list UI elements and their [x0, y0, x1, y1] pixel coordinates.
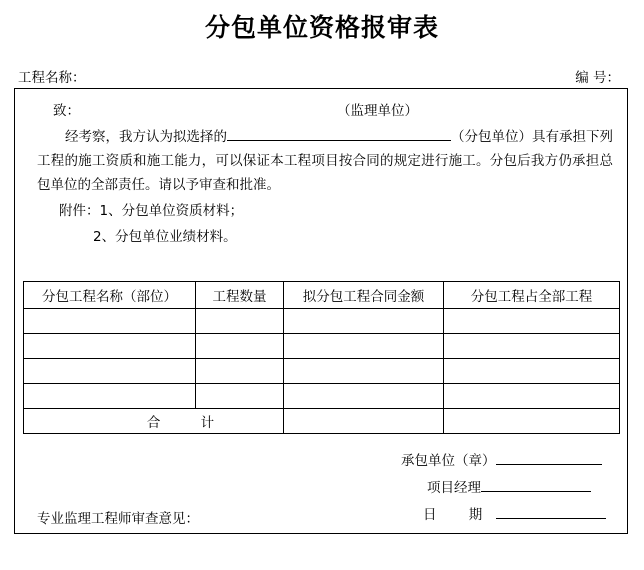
subcontract-table [23, 281, 620, 434]
contractor-seal-blank[interactable] [496, 450, 602, 465]
contractor-seal-text: 承包单位（章） [401, 453, 496, 469]
table-cell[interactable] [284, 359, 444, 384]
page-title: 分包单位资格报审表 [204, 13, 439, 42]
date-blank[interactable] [496, 504, 606, 519]
date-label [423, 503, 606, 523]
table-row [24, 359, 620, 384]
table-row [24, 334, 620, 359]
table-cell[interactable] [196, 334, 284, 359]
table-cell[interactable] [24, 309, 196, 334]
paragraph-text-a: 经考察，我方认为拟选择的 [65, 129, 227, 145]
paragraph-text-b: （分包单位）具有承担下列工程的施工资质和施工能力，可以保证本工程项目按合同的规定进行施工。分包后我方仍承担总包单位的全部责任。请以予审查和批准。 [37, 129, 613, 193]
table-header-cell: 拟分包工程合同金额 [284, 282, 444, 309]
subcontractor-blank[interactable] [227, 125, 451, 141]
total-label-text: 合 计 [146, 415, 233, 431]
table-cell[interactable] [284, 384, 444, 409]
form-main-box [14, 88, 628, 534]
project-manager-label [427, 476, 591, 496]
table-total-cell[interactable] [444, 409, 620, 434]
contractor-sign-line [15, 449, 627, 476]
project-manager-blank[interactable] [481, 477, 591, 492]
addressee-label: 致： [53, 103, 80, 119]
table-cell[interactable] [444, 309, 620, 334]
table-header-row [24, 282, 620, 309]
project-name-label: 工程名称： [18, 70, 86, 86]
table-row [24, 384, 620, 409]
supervisor-opinion-label: 专业监理工程师审查意见： [37, 511, 199, 527]
table-cell[interactable] [196, 309, 284, 334]
form-number-label: 编 号： [575, 70, 620, 86]
supervisor-unit-label: （监理单位） [337, 103, 418, 119]
table-header-cell: 分包工程占全部工程 [444, 282, 620, 309]
table-cell[interactable] [444, 384, 620, 409]
contractor-seal-label [401, 449, 602, 469]
table-cell[interactable] [24, 334, 196, 359]
table-total-label [24, 409, 284, 434]
table-cell[interactable] [444, 359, 620, 384]
project-manager-sign-line [15, 476, 627, 503]
project-manager-text: 项目经理 [427, 480, 481, 496]
form-header [18, 66, 626, 86]
table-cell[interactable] [284, 334, 444, 359]
table-total-row [24, 409, 620, 434]
table-total-cell[interactable] [284, 409, 444, 434]
table-cell[interactable] [444, 334, 620, 359]
attachment-item-1: 附件：1、分包单位资质材料； [59, 203, 244, 219]
table-cell[interactable] [24, 359, 196, 384]
table-cell[interactable] [196, 384, 284, 409]
table-cell[interactable] [24, 384, 196, 409]
attachment-item-2: 2、分包单位业绩材料。 [93, 229, 237, 245]
date-text: 日 期 [423, 507, 497, 523]
table-cell[interactable] [284, 309, 444, 334]
table-row [24, 309, 620, 334]
table-cell[interactable] [196, 359, 284, 384]
body-paragraph [37, 125, 613, 197]
table-header-cell: 分包工程名称（部位） [24, 282, 196, 309]
table-header-cell: 工程数量 [196, 282, 284, 309]
